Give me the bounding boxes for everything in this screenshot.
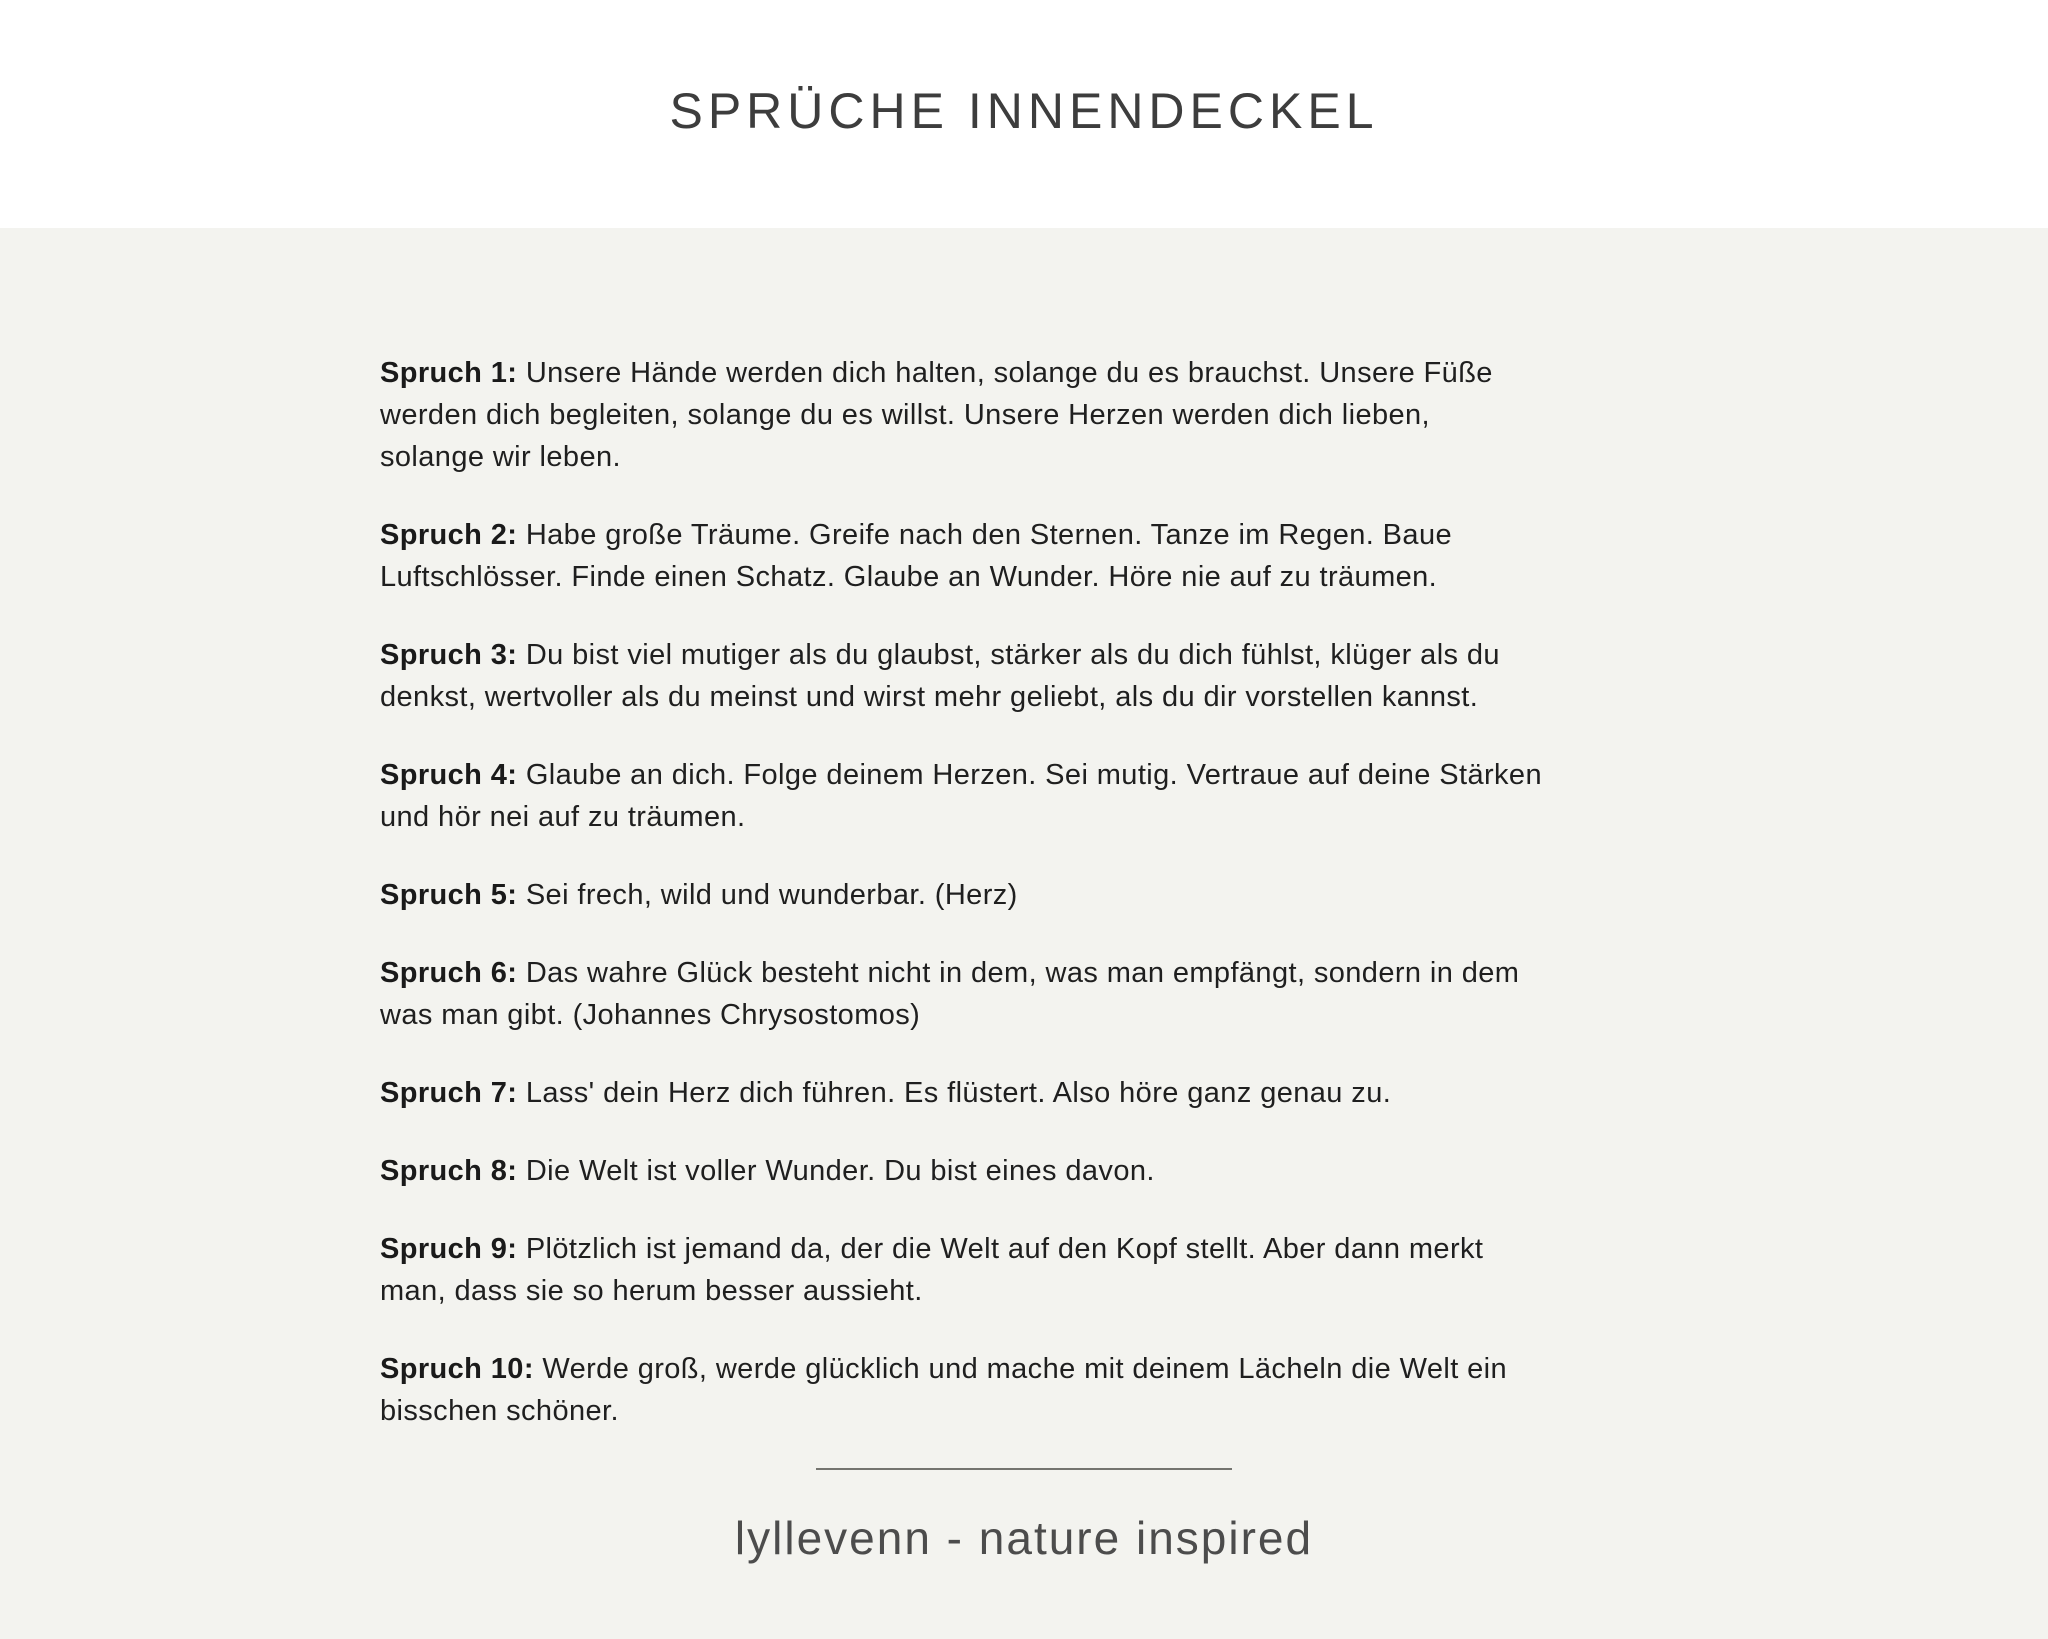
spruch-item-3 <box>380 634 1800 718</box>
spruch-label: Spruch 7: <box>380 1077 518 1109</box>
spruch-label: Spruch 4: <box>380 759 518 791</box>
spruch-line <box>380 634 1800 676</box>
spruch-item-9 <box>380 1228 1800 1312</box>
footer-brand-text: lyllevenn - nature inspired <box>734 1512 1314 1564</box>
spruch-item-1 <box>380 352 1800 478</box>
spruch-text: Das wahre Glück besteht nicht in dem, was man empfängt, sondern in dem <box>525 957 1520 989</box>
content-area <box>0 228 2048 1565</box>
spruch-line <box>380 874 1800 916</box>
page-title: SPRÜCHE INNENDECKEL <box>669 83 1379 139</box>
spruch-line: man, dass sie so herum besser aussieht. <box>380 1275 923 1307</box>
spruch-line: werden dich begleiten, solange du es willst. Unsere Herzen werden dich lieben, <box>380 399 1431 431</box>
spruch-line <box>380 1228 1800 1270</box>
spruch-text: Glaube an dich. Folge deinem Herzen. Sei mutig. Vertraue auf deine Stärken <box>525 759 1542 791</box>
spruch-line: solange wir leben. <box>380 441 621 473</box>
spruch-label: Spruch 2: <box>380 519 518 551</box>
spruch-text: Lass' dein Herz dich führen. Es flüstert. Also höre ganz genau zu. <box>525 1077 1392 1109</box>
spruch-label: Spruch 5: <box>380 879 518 911</box>
spruch-item-6 <box>380 952 1800 1036</box>
spruch-label: Spruch 9: <box>380 1233 518 1265</box>
spruch-label: Spruch 10: <box>380 1353 534 1385</box>
spruch-item-8 <box>380 1150 1800 1192</box>
footer <box>0 1468 2048 1565</box>
spruch-text: Die Welt ist voller Wunder. Du bist eines davon. <box>525 1155 1155 1187</box>
spruch-line <box>380 952 1800 994</box>
spruch-label: Spruch 3: <box>380 639 518 671</box>
spruch-item-5 <box>380 874 1800 916</box>
spruch-text: Plötzlich ist jemand da, der die Welt auf den Kopf stellt. Aber dann merkt <box>525 1233 1484 1265</box>
spruch-label: Spruch 8: <box>380 1155 518 1187</box>
spruch-line: was man gibt. (Johannes Chrysostomos) <box>380 999 921 1031</box>
spruch-line <box>380 1348 1800 1390</box>
spruch-line: denkst, wertvoller als du meinst und wirst mehr geliebt, als du dir vorstellen kannst. <box>380 681 1479 713</box>
spruch-text: Habe große Träume. Greife nach den Sternen. Tanze im Regen. Baue <box>525 519 1453 551</box>
sprueche-list <box>0 228 1800 1432</box>
spruch-text: Sei frech, wild und wunderbar. (Herz) <box>525 879 1018 911</box>
spruch-item-2 <box>380 514 1800 598</box>
spruch-text: Unsere Hände werden dich halten, solange du es brauchst. Unsere Füße <box>525 357 1493 389</box>
header-band <box>0 0 2048 228</box>
spruch-line: Luftschlösser. Finde einen Schatz. Glaube an Wunder. Höre nie auf zu träumen. <box>380 561 1438 593</box>
spruch-label: Spruch 6: <box>380 957 518 989</box>
spruch-line: bisschen schöner. <box>380 1395 619 1427</box>
spruch-line <box>380 352 1800 394</box>
spruch-line: und hör nei auf zu träumen. <box>380 801 746 833</box>
spruch-text: Werde groß, werde glücklich und mache mit deinem Lächeln die Welt ein <box>542 1353 1508 1385</box>
spruch-line <box>380 514 1800 556</box>
spruch-line <box>380 754 1800 796</box>
spruch-label: Spruch 1: <box>380 357 518 389</box>
spruch-line <box>380 1072 1800 1114</box>
spruch-item-4 <box>380 754 1800 838</box>
spruch-line <box>380 1150 1800 1192</box>
spruch-text: Du bist viel mutiger als du glaubst, stärker als du dich fühlst, klüger als du <box>525 639 1500 671</box>
spruch-item-7 <box>380 1072 1800 1114</box>
spruch-item-10 <box>380 1348 1800 1432</box>
